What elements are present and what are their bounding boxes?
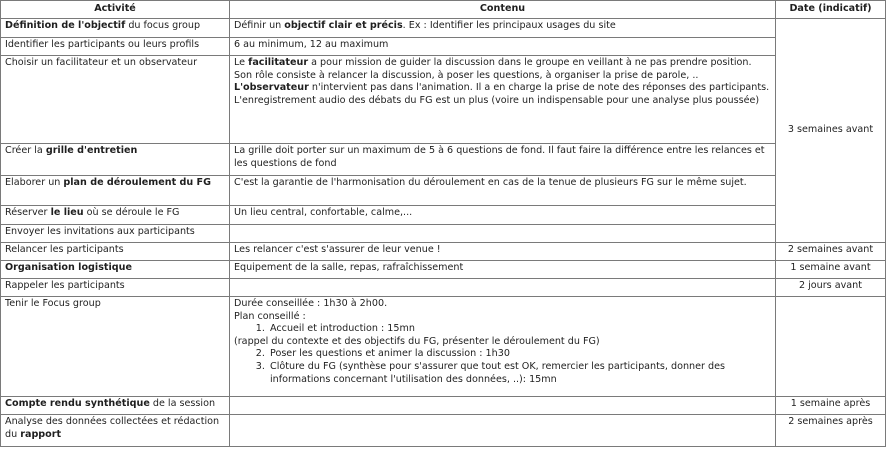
date-cell: 2 semaines avant [776,243,886,261]
table-row [1,297,886,397]
activity-bold: Compte rendu synthétique [5,398,150,409]
content-paragraph: Durée conseillée : 1h30 à 2h00. [234,298,388,309]
content-cell: Les relancer c'est s'assurer de leur venue ! [230,243,776,261]
date-cell: 2 jours avant [776,279,886,297]
table-row [1,144,886,176]
content-cell [230,279,776,297]
content-cell [230,56,776,144]
activity-bold: plan de déroulement du FG [63,177,211,188]
content-paragraph [234,57,771,82]
activity-bold: rapport [20,428,62,440]
activity-text: Analyse des données collectées et rédaction du [5,416,220,440]
date-cell [776,297,886,397]
merged-date-cell: 3 semaines avant [776,19,886,243]
activity-text: Elaborer un [5,177,64,188]
activity-cell [1,144,230,176]
content-cell [230,415,776,447]
activity-cell: Envoyer les invitations aux participants [1,225,230,243]
content-cell [230,19,776,38]
content-paragraph: Plan conseillé : [234,310,306,322]
activity-cell [1,176,230,206]
plan-list [234,348,771,386]
header-activite: Activité [1,1,230,19]
content-text: a pour mission de guider la discussion dans le groupe en veillant à ne pas prendre position. Son rôle consiste à relancer la discussion, à poser les questions, à organiser la prise de parole, .. [234,57,752,81]
table-row [1,176,886,206]
header-contenu: Contenu [230,1,776,19]
content-text: Le [234,57,249,68]
activity-cell [1,19,230,38]
content-paragraph: (rappel du contexte et des objectifs du FG, présenter le déroulement du FG) [234,335,600,347]
list-item: 2. Poser les questions et animer la discussion : 1h30 [268,348,771,361]
date-cell: 1 semaine après [776,397,886,415]
table-row [1,206,886,225]
activity-bold: grille d'entretien [45,145,138,156]
activity-text: où se déroule le FG [83,207,180,218]
table-row [1,56,886,144]
date-cell: 1 semaine avant [776,261,886,279]
content-bold: L'observateur [234,82,309,94]
activity-cell [1,397,230,415]
content-bold: objectif clair et précis [284,20,403,31]
activity-text: Créer la [5,145,46,156]
activity-bold: Définition de l'objectif [5,20,126,31]
content-text: Définir un [234,20,285,31]
activity-cell: Relancer les participants [1,243,230,261]
list-item: 3. Clôture du FG (synthèse pour s'assurer que tout est OK, remercier les participants, donner des informations concernant l'utilisation des données, ..): 15mn [268,361,771,386]
table-row [1,397,886,415]
header-row [1,1,886,19]
activity-cell: Tenir le Focus group [1,297,230,397]
content-cell: 6 au minimum, 12 au maximum [230,38,776,56]
content-cell: La grille doit porter sur un maximum de 5 à 6 questions de fond. Il faut faire la différence entre les relances et les questions de fond [230,144,776,176]
content-paragraph [234,82,771,107]
header-date: Date (indicatif) [776,1,886,19]
date-cell: 2 semaines après [776,415,886,447]
activity-cell [1,415,230,447]
table-row [1,19,886,38]
content-cell [230,397,776,415]
content-bold: facilitateur [248,57,309,68]
content-cell: Un lieu central, confortable, calme,... [230,206,776,225]
activity-cell: Rappeler les participants [1,279,230,297]
table-row [1,279,886,297]
activity-cell [1,206,230,225]
content-cell [230,297,776,397]
activity-text: du focus group [125,20,201,31]
plan-list [234,323,771,336]
table-row [1,38,886,56]
content-cell: Equipement de la salle, repas, rafraîchissement [230,261,776,279]
table-row [1,243,886,261]
activity-bold: le lieu [50,207,84,218]
content-text: n'intervient pas dans l'animation. Il a en charge la prise de note des réponses des participants. L'enregistrement audio des débats du FG est un plus (voire un indispensable pour une analyse plus poussée) [234,82,770,106]
table-row [1,225,886,243]
table-row [1,415,886,447]
list-item: 1. Accueil et introduction : 15mn [268,323,771,336]
content-cell: C'est la garantie de l'harmonisation du déroulement en cas de la tenue de plusieurs FG sur le même sujet. [230,176,776,206]
content-text: . Ex : Identifier les principaux usages du site [402,20,616,31]
table-row [1,261,886,279]
activity-cell: Identifier les participants ou leurs profils [1,38,230,56]
activity-cell: Organisation logistique [1,261,230,279]
content-cell [230,225,776,243]
activity-text: Réserver [5,207,51,218]
activity-text: de la session [149,398,216,409]
activity-cell: Choisir un facilitateur et un observateur [1,56,230,144]
